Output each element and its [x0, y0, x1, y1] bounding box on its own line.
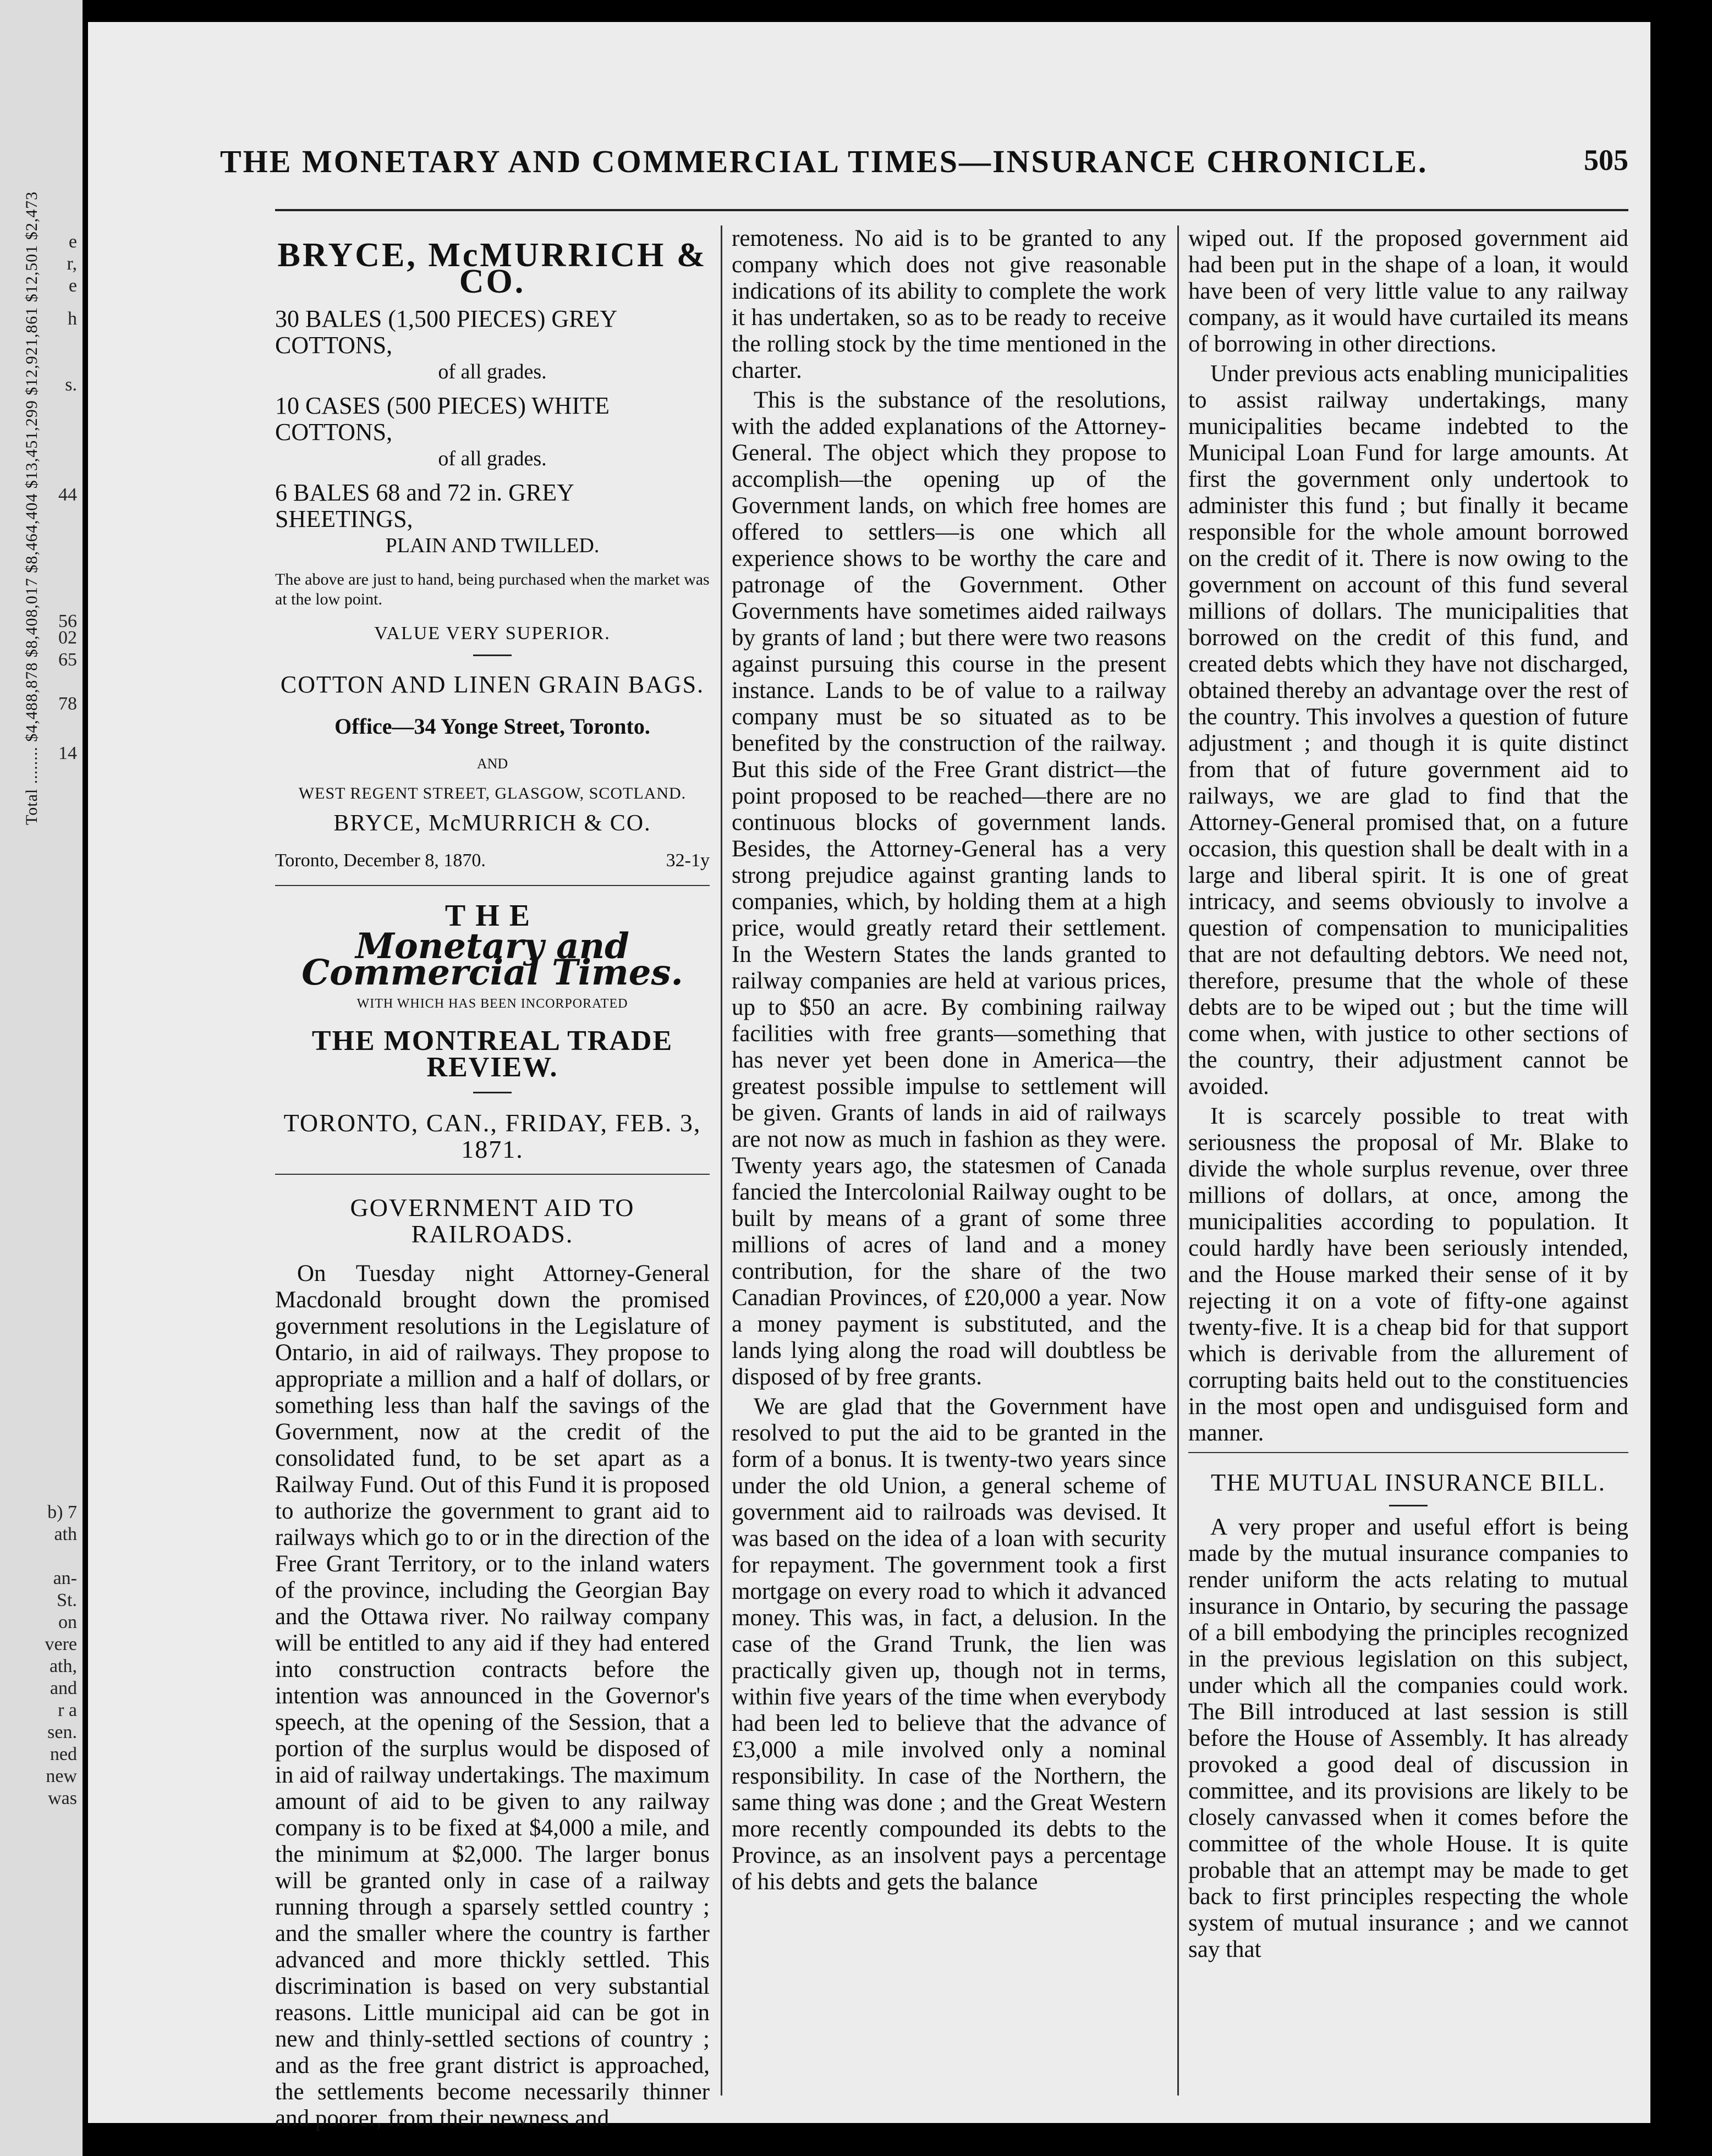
- newspaper-page: [88, 22, 1650, 2131]
- ad-note: The above are just to hand, being purchased when the market was at the low point.: [275, 570, 710, 608]
- previous-page-fragment: h: [68, 309, 77, 329]
- previous-page-fragment: s.: [65, 375, 77, 395]
- ad-item-2-sub: of all grades.: [438, 447, 547, 470]
- article-paragraph: On Tuesday night Attorney-General Macdonald brought down the promised government resolutions in the Legislature of Ontario, in aid of railways. They propose to appropriate a million and a half of dollars, or something less than half the savings of the Government, now at the credit of the consolidated fund, to be set apart as a Railway Fund. Out of this Fund it is proposed to authorize the government to grant aid to railways which go to or in the direction of the Free Grant Territory, or to the inland waters of the province, including the Georgian Bay and the Ottawa river. No railway company will be entitled to any aid if they had entered into construction contracts before the intention was announced in the Governor's speech, at the opening of the Session, that a portion of the surplus would be disposed of in aid of railway undertakings. The maximum amount of aid to be given to any railway company is to be fixed at $4,000 a mile, and the minimum at $2,000. The larger bonus will be granted only in case of a railway running through a sparsely settled country ; and the smaller where the country is farther advanced and more thickly settled. This discrimination is based on very substantial reasons. Little municipal aid can be got in new and thinly-settled sections of country ; and as the free grant district is approached, the settlements become necessarily thinner and poorer, from their newness and: [275, 1261, 710, 2131]
- masthead-divider: [473, 1092, 512, 1093]
- running-header: [127, 143, 1628, 187]
- ad-firm-name: BRYCE, McMURRICH & CO.: [277, 237, 707, 300]
- column-2: [732, 226, 1166, 2084]
- article-headline-mutual-insurance: THE MUTUAL INSURANCE BILL.: [1211, 1469, 1606, 1496]
- ad-item-3-sub: PLAIN AND TWILLED.: [385, 534, 600, 557]
- previous-page-fragment: r a: [58, 1700, 77, 1720]
- headline-divider: [1389, 1505, 1428, 1506]
- previous-page-fragment: 44: [58, 485, 77, 505]
- ad-item-1: 30 BALES (1,500 PIECES) GREY COTTONS,: [275, 305, 617, 359]
- column-3: [1188, 226, 1628, 2084]
- running-title: THE MONETARY AND COMMERCIAL TIMES—INSURANCE CHRONICLE.: [220, 144, 1428, 179]
- article-paragraph: remoteness. No aid is to be granted to any company which does not give reasonable indications of its ability to complete the work it has undertaken, so as to be ready to receive the rolling stock by the time mentioned in the charter.: [732, 226, 1166, 383]
- ad-dateline: [275, 848, 710, 874]
- masthead-name: Monetary and Commercial Times.: [301, 926, 683, 993]
- previous-page-fragment: b) 7: [47, 1502, 77, 1522]
- previous-page-edge: [0, 0, 83, 2156]
- article-paragraph: This is the substance of the resolutions, with the added explanations of the Attorney-General. The object which they propose to accomplish—the opening up of the Government lands, on which free homes are offered to settlers—is one which all experience shows to be worthy the care and patronage of the Government. Other Governments have sometimes aided railways by grants of land ; but there were two reasons against pursuing this course in the present instance. Lands to be of value to a railway company must be so situated as to be benefited by the construction of the railway. But this side of the Free Grant district—the point proposed to be reached—there are no continuous blocks of government lands. Besides, the Attorney-General has a very strong prejudice against granting lands to companies, which, by holding them at a high price, would greatly retard their settlement. In the Western States the lands granted to railway companies are held at various prices, up to $50 an acre. By combining railway facilities with free grants—something that has never yet been done in America—the greatest possible impulse to settlement will be given. Grants of lands in aid of railways are not now as much in fashion as they were. Twenty years ago, the statesmen of Canada fancied the Intercolonial Railway ought to be built by means of a grant of some three millions of acres of land and a money contribution, for the share of the two Canadian Provinces, of £20,000 a year. Now a money payment is substituted, and the lands lying along the road will doubtless be disposed of by free grants.: [732, 387, 1166, 1390]
- ad-grain-bags: COTTON AND LINEN GRAIN BAGS.: [280, 671, 705, 698]
- ad-value: VALUE VERY SUPERIOR.: [374, 623, 611, 644]
- previous-page-fragment: St.: [57, 1590, 77, 1610]
- previous-page-fragment: 56: [58, 611, 77, 631]
- ad-west-address: WEST REGENT STREET, GLASGOW, SCOTLAND.: [298, 784, 687, 802]
- previous-page-fragment: new: [46, 1766, 77, 1786]
- previous-page-fragment: ath: [54, 1524, 77, 1544]
- ad-office: Office—34 Yonge Street, Toronto.: [334, 714, 650, 739]
- masthead-bottom-rule: [275, 1174, 710, 1175]
- article-separator-rule: [1188, 1452, 1628, 1453]
- previous-page-fragment: and: [50, 1678, 77, 1698]
- previous-page-fragment: 65: [58, 650, 77, 670]
- article-paragraph: It is scarcely possible to treat with seriousness the proposal of Mr. Blake to divide the whole surplus revenue, over three millions of dollars, at once, among the municipalities according to population. It could hardly have been seriously intended, and the House marked their sense of it by rejecting it on a vote of fifty-one against twenty-five. It is a cheap bid for that support which is derivable from the allurement of corrupting baits held out to the constituencies in the most open and undisguised form and manner.: [1188, 1103, 1628, 1446]
- previous-page-fragment: on: [58, 1612, 77, 1632]
- article-paragraph: Under previous acts enabling municipalities to assist railway undertakings, many municipalities became indebted to the Municipal Loan Fund for large amounts. At first the government only undertook to administer this fund ; but finally it became responsible for the whole amount borrowed on the credit of it. There is now owing to the government on account of this fund several millions of dollars. The municipalities that borrowed on the credit of this fund, and created debts which they have not discharged, obtained thereby an advantage over the rest of the country. This involves a question of future adjustment ; and though it is quite distinct from that of future government aid to railways, we are glad to find that the Attorney-General promised that, on a future occasion, this question shall be dealt with in a large and liberal spirit. It is one of great intricacy, and seems obviously to involve a question of compensation to municipalities that are not defaulting debtors. We need not, therefore, presume that the whole of these debts are to be wiped out ; but the time will come when, with justice to other sections of the country, their adjustment cannot be avoided.: [1188, 361, 1628, 1099]
- previous-page-fragment: e: [68, 232, 77, 252]
- column-1: [275, 226, 710, 2131]
- previous-page-fragment: ned: [50, 1744, 77, 1764]
- ad-date: Toronto, December 8, 1870.: [275, 850, 486, 871]
- article-paragraph: We are glad that the Government have resolved to put the aid to be granted in the form of a bonus. It is twenty-two years since under the old Union, a general scheme of government aid to railroads was devised. It was based on the idea of a loan with security for repayment. The government took a first mortgage on every road to which it advanced money. This was, in fact, a delusion. In the case of the Grand Trunk, the lien was practically given up, though not in terms, within five years of the time when everybody had been led to believe that the advance of £3,000 a mile involved only a nominal responsibility. In case of the Northern, the same thing was done ; and the Great Western more recently compounded its debts to the Province, as an insolvent pays a percentage of his debts and gets the balance: [732, 1394, 1166, 1895]
- previous-page-fragment: sen.: [47, 1722, 77, 1742]
- article-headline-railroads: GOVERNMENT AID TO RAILROADS.: [350, 1194, 635, 1248]
- previous-page-fragment: r,: [67, 254, 77, 274]
- previous-page-fragment: an-: [53, 1568, 77, 1588]
- previous-page-fragment: 02: [58, 628, 77, 648]
- ad-bottom-rule: [275, 885, 710, 886]
- ad-firm-signature: BRYCE, McMURRICH & CO.: [333, 811, 651, 836]
- ad-divider: [473, 654, 512, 656]
- ad-item-2: 10 CASES (500 PIECES) WHITE COTTONS,: [275, 392, 610, 446]
- ad-code: 32-1y: [666, 850, 710, 871]
- page-number: 505: [1584, 144, 1628, 177]
- masthead: [275, 899, 710, 1163]
- previous-page-fragment: ath,: [49, 1656, 77, 1676]
- ad-item-1-sub: of all grades.: [438, 360, 547, 383]
- previous-page-fragment: 78: [58, 694, 77, 714]
- masthead-incorporated: WITH WHICH HAS BEEN INCORPORATED: [356, 997, 628, 1011]
- ad-and: AND: [476, 756, 508, 772]
- previous-page-fragment: 14: [58, 743, 77, 763]
- previous-page-fragment: was: [48, 1788, 77, 1808]
- masthead-the: THE: [445, 899, 540, 933]
- issue-dateline: TORONTO, CAN., FRIDAY, FEB. 3, 1871.: [283, 1109, 701, 1163]
- advertisement-bryce-mcmurrich: [275, 237, 710, 874]
- previous-page-vertical-totals: Total ........ $4,488,878 $8,408,017 $8,464,404 $13,451,299 $12,921,861 $12,501 $2,473: [23, 191, 41, 825]
- article-paragraph: wiped out. If the proposed government aid had been put in the shape of a loan, it would have been of very little value to any railway company, as it would have curtailed its means of borrowing in other directions.: [1188, 226, 1628, 357]
- column-separator: [1177, 226, 1179, 2096]
- header-rule: [275, 209, 1628, 211]
- article-paragraph: A very proper and useful effort is being made by the mutual insurance companies to render uniform the acts relating to mutual insurance in Ontario, by securing the passage of a bill embodying the principles recognized in the previous legislation on this subject, under which all the companies could work. The Bill introduced at last session is still before the House of Assembly. It has already provoked a good deal of discussion in committee, and its provisions are likely to be closely canvassed when it comes before the committee of the whole House. It is quite probable that an attempt may be made to get back to first principles respecting the whole system of mutual insurance ; and we cannot say that: [1188, 1514, 1628, 1962]
- masthead-review: THE MONTREAL TRADE REVIEW.: [311, 1025, 673, 1083]
- ad-item-3: 6 BALES 68 and 72 in. GREY SHEETINGS,: [275, 479, 574, 532]
- previous-page-fragment: vere: [45, 1634, 77, 1654]
- previous-page-fragment: e: [68, 276, 77, 296]
- column-separator: [721, 226, 722, 2096]
